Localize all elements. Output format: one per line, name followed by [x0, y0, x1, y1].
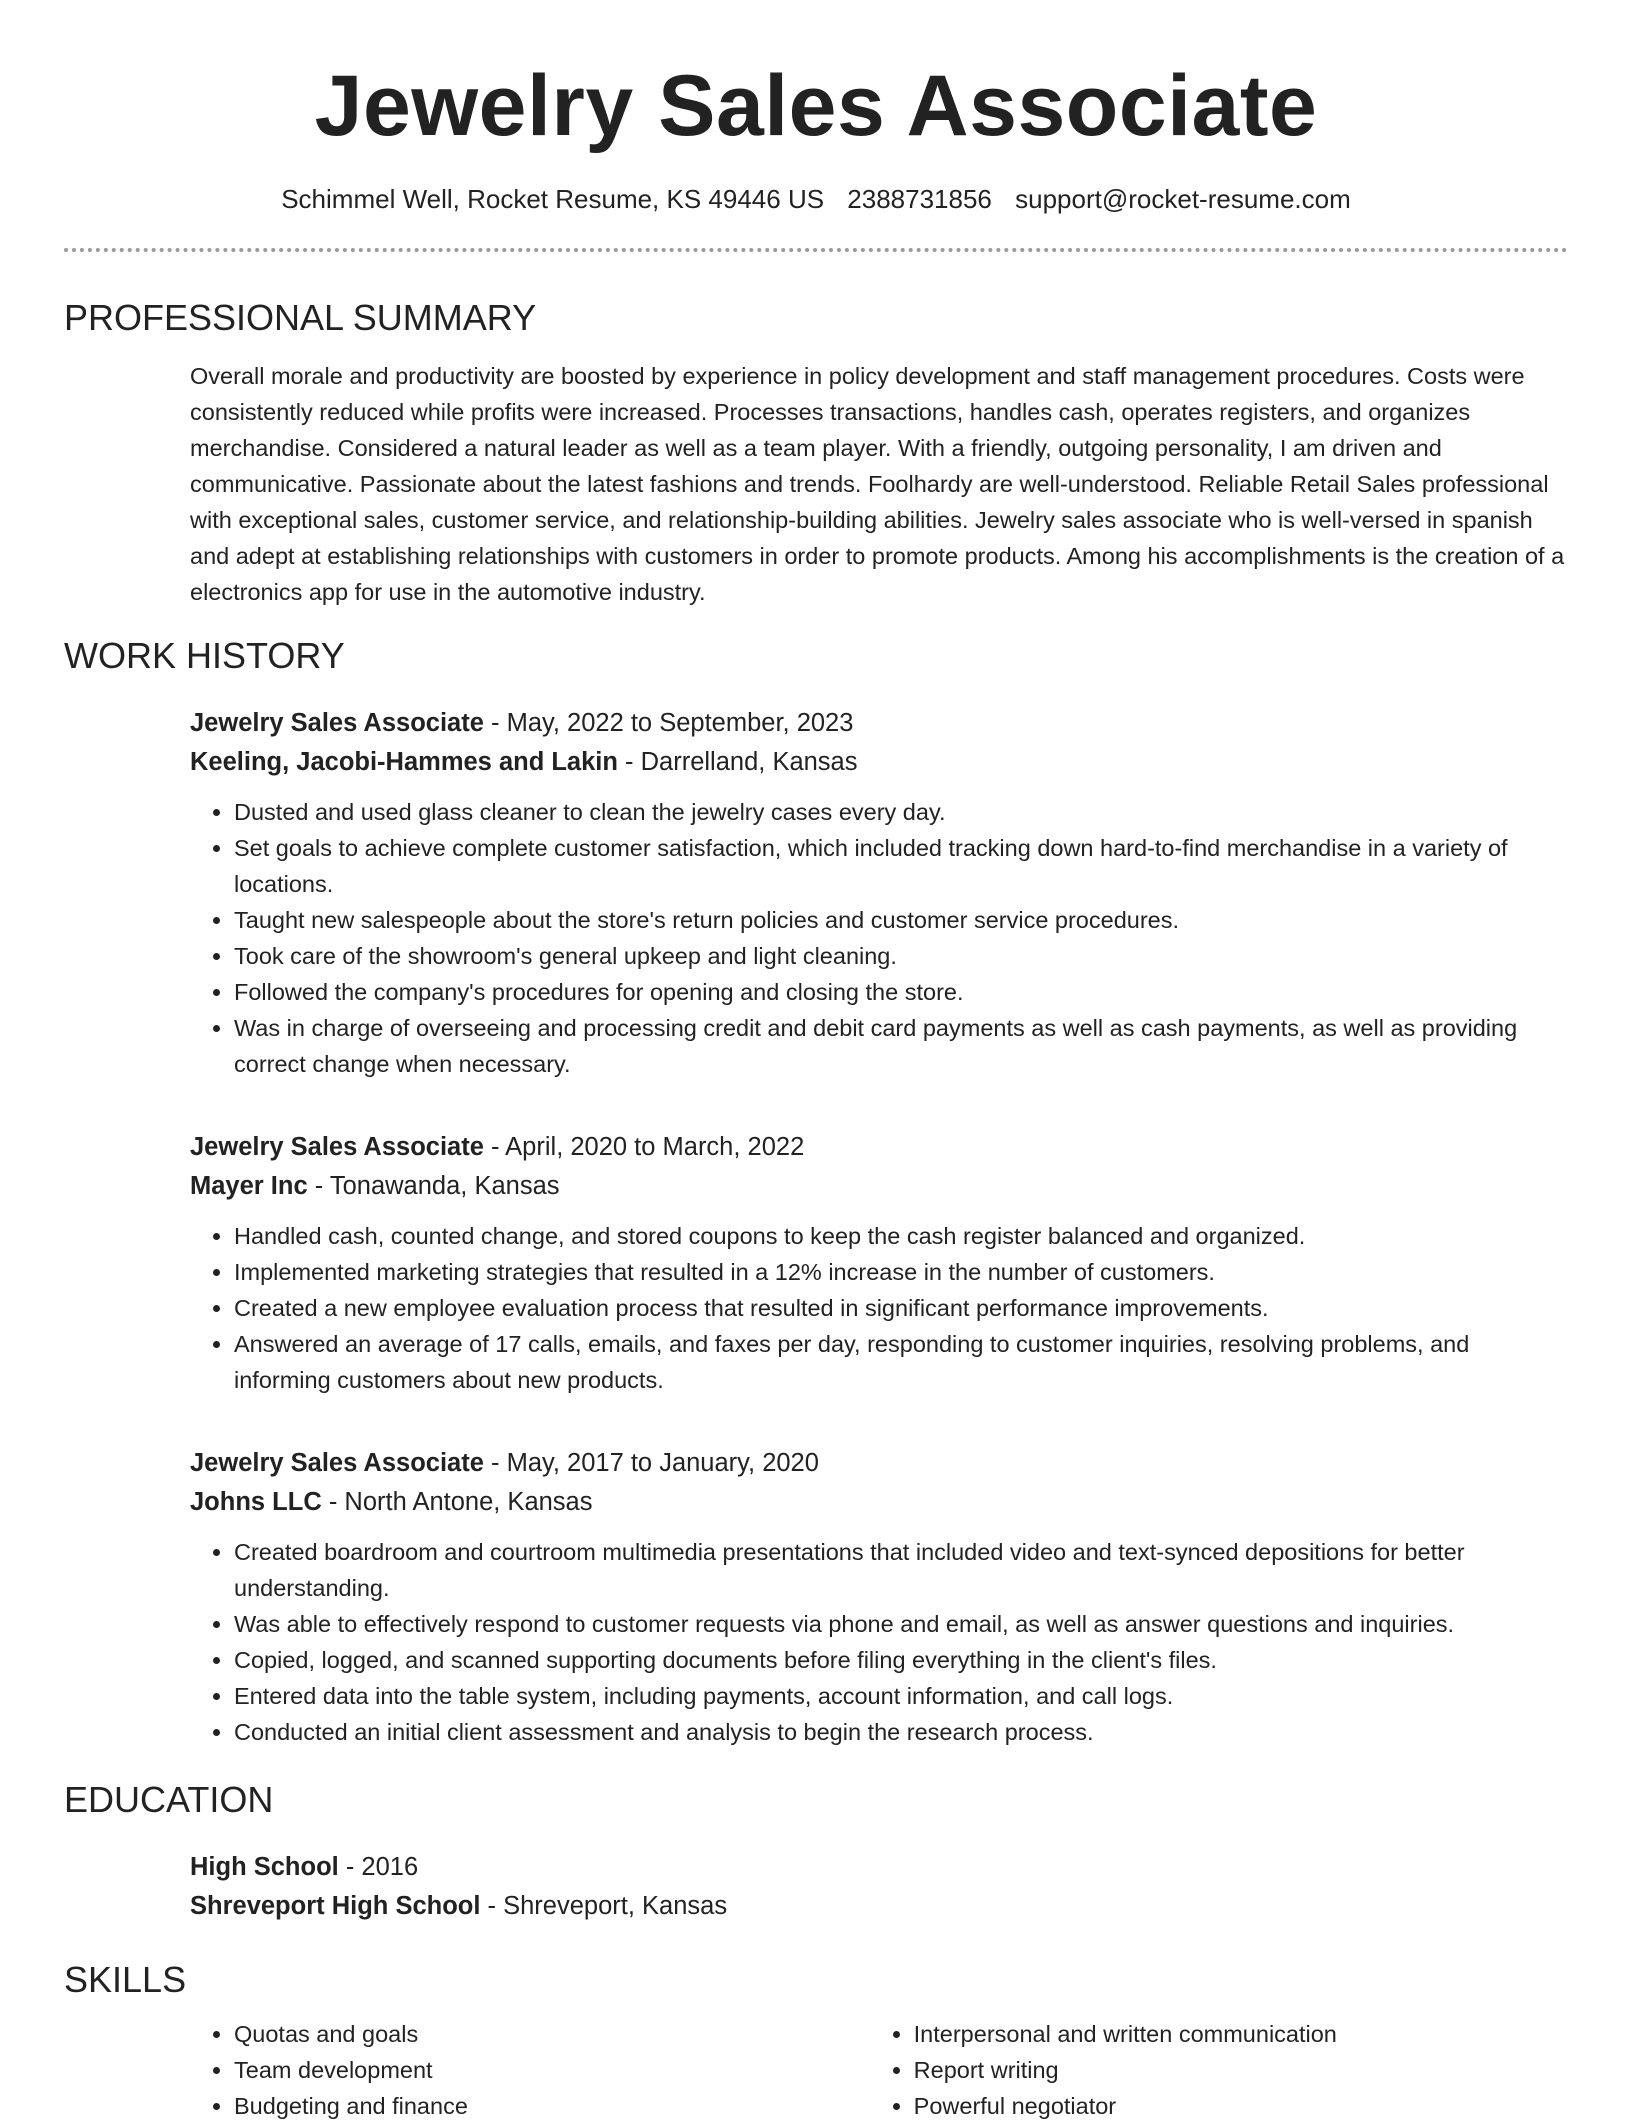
contact-line: [64, 182, 1568, 216]
education-year: - 2016: [338, 1853, 419, 1881]
job-bullet: • Conducted an initial client assessment and analysis to begin the research process.: [234, 1714, 1568, 1750]
skill-item: • Budgeting and finance: [234, 2088, 870, 2124]
contact-email: support@rocket-resume.com: [1015, 184, 1351, 214]
job-bullet: • Answered an average of 17 calls, emails, and faxes per day, responding to customer inquiries, resolving problems, and informing customers about new products.: [234, 1326, 1568, 1398]
job-role-line: [190, 704, 1568, 743]
job-dates: - May, 2017 to January, 2020: [483, 1449, 819, 1477]
job-company: Johns LLC: [190, 1488, 322, 1516]
job-dates: - April, 2020 to March, 2022: [483, 1133, 805, 1161]
work-history-heading: WORK HISTORY: [64, 635, 345, 676]
education-school-line: [190, 1887, 1568, 1926]
skills-column-left: [190, 2016, 870, 2124]
skills-heading: SKILLS: [64, 1959, 187, 2000]
summary-heading: PROFESSIONAL SUMMARY: [64, 297, 537, 338]
education-location: - Shreveport, Kansas: [480, 1892, 728, 1920]
job-location: - North Antone, Kansas: [321, 1488, 593, 1516]
job-location: - Tonawanda, Kansas: [307, 1172, 560, 1200]
education-entry: [190, 1848, 1568, 1926]
job-bullet: • Taught new salespeople about the store's return policies and customer service procedures.: [234, 902, 1568, 938]
job-company-line: [190, 1483, 1568, 1522]
job-bullets: [190, 794, 1568, 1082]
job-bullets: [190, 1534, 1568, 1750]
contact-address: Schimmel Well, Rocket Resume, KS 49446 US: [281, 184, 825, 214]
contact-phone: 2388731856: [847, 184, 992, 214]
job-role: Jewelry Sales Associate: [190, 709, 484, 737]
job-entry: [190, 1128, 1568, 1398]
job-bullet: • Created a new employee evaluation process that resulted in significant performance improvements.: [234, 1290, 1568, 1326]
job-bullet: • Was able to effectively respond to customer requests via phone and email, as well as answer questions and inquiries.: [234, 1606, 1568, 1642]
job-bullet: • Copied, logged, and scanned supporting documents before filing everything in the client's files.: [234, 1642, 1568, 1678]
skills-column-right: [870, 2016, 1568, 2124]
job-company-line: [190, 743, 1568, 782]
header-divider: [64, 248, 1568, 252]
job-bullet: • Followed the company's procedures for opening and closing the store.: [234, 974, 1568, 1010]
skills-list: [190, 2016, 1568, 2124]
education-heading: EDUCATION: [64, 1779, 274, 1820]
education-degree-line: [190, 1848, 1568, 1887]
job-bullet: • Took care of the showroom's general upkeep and light cleaning.: [234, 938, 1568, 974]
job-bullet: • Implemented marketing strategies that resulted in a 12% increase in the number of customers.: [234, 1254, 1568, 1290]
job-bullet: • Handled cash, counted change, and stored coupons to keep the cash register balanced and organized.: [234, 1218, 1568, 1254]
job-entry: [190, 1444, 1568, 1750]
job-bullet: • Dusted and used glass cleaner to clean the jewelry cases every day.: [234, 794, 1568, 830]
skill-item: • Report writing: [914, 2052, 1568, 2088]
resume-page: [64, 0, 1568, 2124]
skill-item: • Interpersonal and written communication: [914, 2016, 1568, 2052]
skill-item: • Powerful negotiator: [914, 2088, 1568, 2124]
job-role-line: [190, 1128, 1568, 1167]
job-role: Jewelry Sales Associate: [190, 1133, 484, 1161]
summary-text: Overall morale and productivity are boosted by experience in policy development and staff management procedures. Costs were consistently reduced while profits were increased. Processes transactions, handles cash, operates registers, and organizes merchandise. Considered a natural leader as well as a team player. With a friendly, outgoing personality, I am driven and communicative. Passionate about the latest fashions and trends. Foolhardy are well-understood. Reliable Retail Sales professional with exceptional sales, customer service, and relationship-building abilities. Jewelry sales associate who is well-versed in spanish and adept at establishing relationships with customers in order to promote products. Among his accomplishments is the creation of a electronics app for use in the automotive industry.: [190, 363, 1565, 605]
job-bullets: [190, 1218, 1568, 1398]
job-company: Keeling, Jacobi-Hammes and Lakin: [190, 748, 618, 776]
job-company: Mayer Inc: [190, 1172, 308, 1200]
job-bullet: • Entered data into the table system, including payments, account information, and call logs.: [234, 1678, 1568, 1714]
education-school: Shreveport High School: [190, 1892, 481, 1920]
education-degree: High School: [190, 1853, 339, 1881]
job-bullet: • Set goals to achieve complete customer satisfaction, which included tracking down hard-to-find merchandise in a variety of locations.: [234, 830, 1568, 902]
job-role-line: [190, 1444, 1568, 1483]
job-bullet: • Created boardroom and courtroom multimedia presentations that included video and text-synced depositions for better understanding.: [234, 1534, 1568, 1606]
job-entry: [190, 704, 1568, 1082]
job-company-line: [190, 1167, 1568, 1206]
job-dates: - May, 2022 to September, 2023: [483, 709, 854, 737]
resume-name: Jewelry Sales Associate: [314, 58, 1318, 154]
job-location: - Darrelland, Kansas: [617, 748, 858, 776]
skill-item: • Team development: [234, 2052, 870, 2088]
job-bullet: • Was in charge of overseeing and processing credit and debit card payments as well as cash payments, as well as providing correct change when necessary.: [234, 1010, 1568, 1082]
skill-item: • Quotas and goals: [234, 2016, 870, 2052]
job-role: Jewelry Sales Associate: [190, 1449, 484, 1477]
